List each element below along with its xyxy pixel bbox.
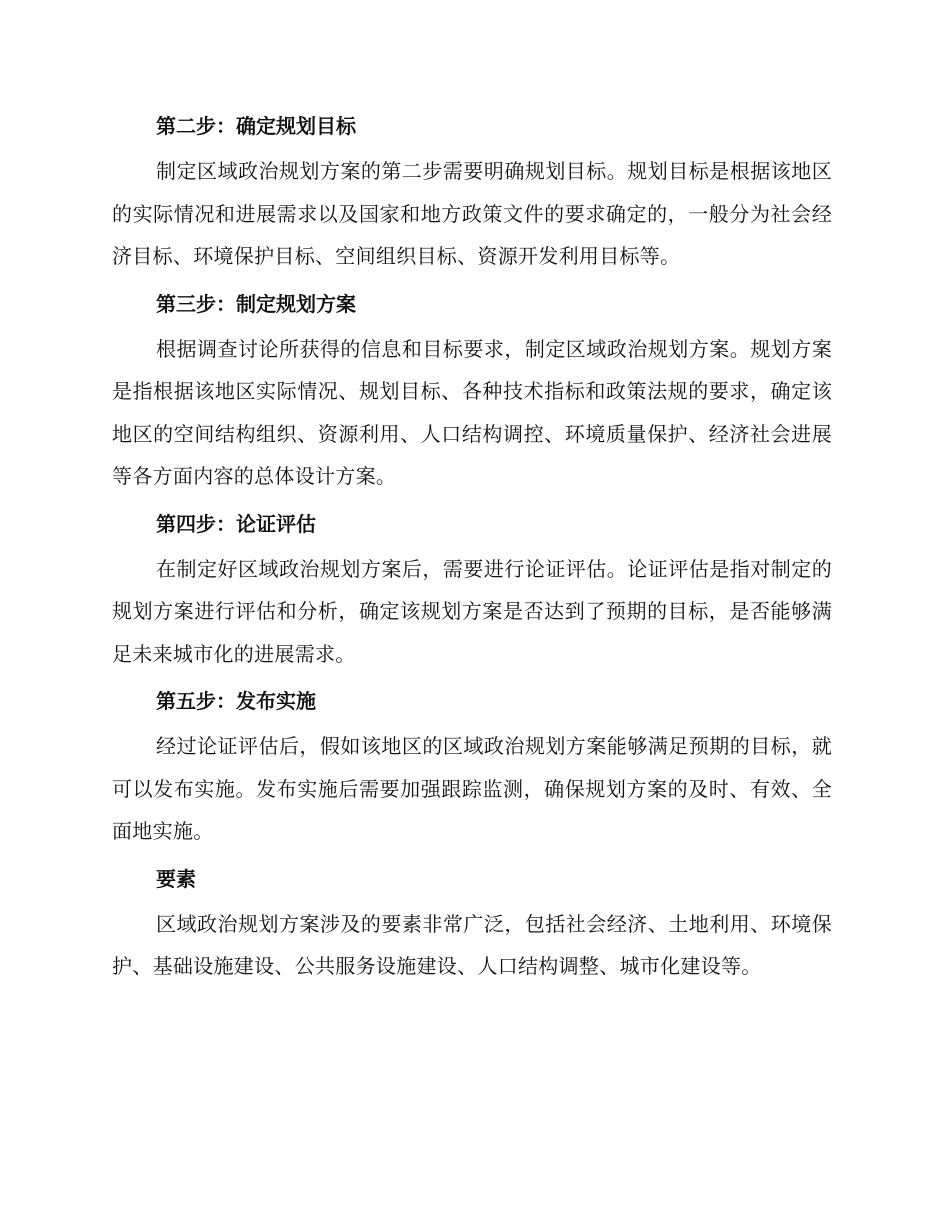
section-heading-elements: 要素 <box>156 866 196 891</box>
section-heading-step-5: 第五步：发布实施 <box>156 689 316 713</box>
section-paragraph-step-2: 制定区域政治规划方案的第二步需要明确规划目标。规划目标是根据该地区的实际情况和进展需求以及国家和地方政策文件的要求确定的，一般分为社会经济目标、环境保护目标、空间组织目标、资源开发利用目标等。 <box>112 159 832 268</box>
section-paragraph-step-5: 经过论证评估后，假如该地区的区域政治规划方案能够满足预期的目标，就可以发布实施。发布实施后需要加强跟踪监测，确保规划方案的及时、有效、全面地实施。 <box>112 734 832 843</box>
document-page <box>112 104 832 988</box>
section-paragraph-elements: 区域政治规划方案涉及的要素非常广泛，包括社会经济、土地利用、环境保护、基础设施建设、公共服务设施建设、人口结构调整、城市化建设等。 <box>112 911 832 978</box>
section-heading-step-2: 第二步：确定规划目标 <box>156 114 356 138</box>
section-paragraph-step-3: 根据调查讨论所获得的信息和目标要求，制定区域政治规划方案。规划方案是指根据该地区实际情况、规划目标、各种技术指标和政策法规的要求，确定该地区的空间结构组织、资源利用、人口结构调控、环境质量保护、经济社会进展等各方面内容的总体设计方案。 <box>112 336 832 488</box>
section-heading-step-4: 第四步：论证评估 <box>156 511 316 536</box>
section-paragraph-step-4: 在制定好区域政治规划方案后，需要进行论证评估。论证评估是指对制定的规划方案进行评估和分析，确定该规划方案是否达到了预期的目标，是否能够满足未来城市化的进展需求。 <box>112 556 832 666</box>
section-heading-step-3: 第三步：制定规划方案 <box>156 291 356 316</box>
